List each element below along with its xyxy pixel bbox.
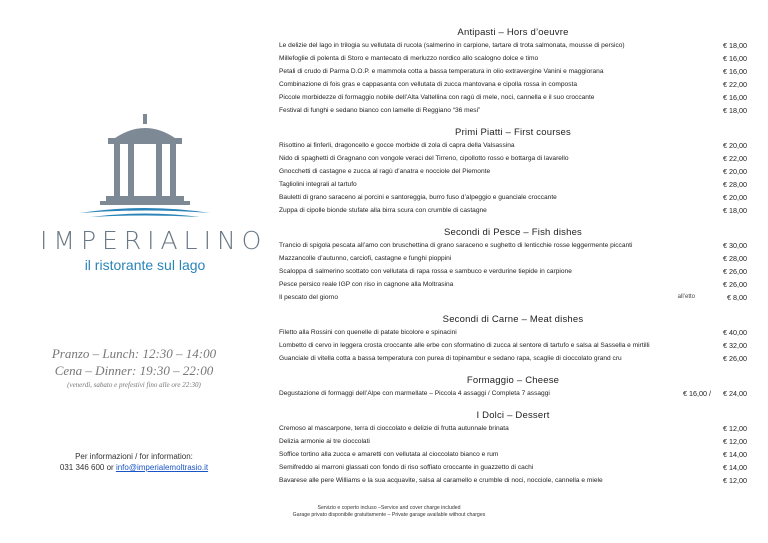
dish-description: Soffice tortino alla zucca e amaretti con vellutata al cioccolato bianco e rum [279,451,499,458]
dish-description: Millefoglie di polenta di Storo e mantecato di merluzzo nordico allo scalogno dolce e timo [279,55,539,62]
menu-item [279,265,747,278]
dish-price: € 18,00 [723,106,747,115]
dish-price: € 32,00 [723,341,747,350]
menu-list [279,27,747,497]
dish-price: € 28,00 [723,180,747,189]
phone-line [0,462,268,473]
left-panel [0,0,268,543]
dinner-hours: Cena – Dinner: 19:30 – 22:00 [54,363,214,378]
section-title: Formaggio – Cheese [466,375,560,386]
menu-item [279,78,747,91]
dish-description: Trancio di spigola pescata all’amo con bruschettina di grano saraceno e sughetto di lenticchie rosse leggermente piccanti [279,242,633,249]
section-title: I Dolci – Dessert [476,410,550,421]
dish-price: € 16,00 [723,54,747,63]
dish-description: Bavarese alle pere Williams e la sua acquavite, salsa al caramello e crumble di noci, nocciole, cannella e miele [279,477,603,484]
dish-price: € 22,00 [723,80,747,89]
menu-item [279,422,747,435]
menu-item [279,178,747,191]
menu-item [279,291,747,304]
dish-price: € 16,00 [723,67,747,76]
dish-price: € 18,00 [723,206,747,215]
dish-description: Combinazione di fois gras e cappasanta con vellutata di zucca mantovana e cipolla rossa in composta [279,81,577,88]
menu-item [279,204,747,217]
garage-note: Garage privato disponibile gratuitamente – Private garage available without charges [292,512,486,518]
dish-description: Zuppa di cipolle bionde stufate alla birra scura con crumble di castagne [279,207,487,214]
dish-description: Delizia armonie ai tre cioccolati [279,438,370,445]
dish-price: € 12,00 [723,424,747,433]
menu-item [279,104,747,117]
dish-description: Cremoso al mascarpone, terra di cioccolato e delizie di frutta autunnale brinata [279,425,509,432]
dish-alt-price: € 16,00 / [683,389,711,398]
dish-description: Degustazione di formaggi dell’Alpe con marmellate – Piccola 4 assaggi / Completa 7 assaggi [279,390,550,397]
dish-description: Semifreddo ai marroni glassati con fondo di riso soffiato croccante in guazzetto di cachi [279,464,534,471]
dish-price: € 14,00 [723,450,747,459]
dish-price: € 20,00 [723,141,747,150]
dish-description: Tagliolini integrali al tartufo [279,181,357,188]
dish-price: € 14,00 [723,463,747,472]
menu-section [279,27,747,117]
logo [40,110,268,273]
email-link[interactable]: info@imperialemoltrasio.it [115,463,209,472]
menu-item [279,191,747,204]
dish-description: Nido di spaghetti di Gragnano con vongole veraci del Tirreno, cipollotto rosso e bottarga di lavarello [279,155,569,162]
dish-description: Risottino ai finferli, dragoncello e gocce morbide di zola di capra della Valsassina [279,142,515,149]
dish-price: € 26,00 [723,354,747,363]
menu-item [279,52,747,65]
temple-logo-icon [70,110,220,220]
menu-item [279,339,747,352]
menu-item [279,387,747,400]
contact-info [0,451,268,473]
menu-item [279,461,747,474]
hours-note: (venerdì, sabato e prefestivi fino alle ore 22:30) [67,381,201,389]
dish-price: € 12,00 [723,476,747,485]
dish-description: Mazzancolle d’autunno, carciofi, castagne e funghi pioppini [279,255,452,262]
menu-item [279,278,747,291]
dish-price: € 28,00 [723,254,747,263]
dish-description: Guanciale di vitella cotta a bassa temperatura con purea di topinambur e sedano rapa, scaglie di cioccolato grand cru [279,355,622,362]
dish-description: Pesce persico reale IGP con riso in cagnone alla Moltrasina [279,281,454,288]
dish-price: € 24,00 [723,389,747,398]
dish-description: Piccole morbidezze di formaggio nobile dell’Alta Valtellina con ragù di mele, noci, cannella e il suo croccante [279,94,595,101]
dish-description: Bauletti di grano saraceno ai porcini e santoreggia, burro fuso d’alpeggio e guanciale croccante [279,194,557,201]
footer [279,505,499,519]
menu-item [279,139,747,152]
price-unit-note: all’etto [677,294,695,300]
menu-item [279,65,747,78]
menu-section [279,227,747,304]
dish-price: € 26,00 [723,280,747,289]
dish-price: € 30,00 [723,241,747,250]
dish-description: Gnocchetti di castagne e zucca al ragù d’anatra e nocciole del Piemonte [279,168,491,175]
menu-section [279,314,747,365]
menu-item [279,448,747,461]
phone-number: 031 346 600 or [59,463,114,472]
dish-description: Petali di crudo di Parma D.O.P. e mammola cotta a bassa temperatura in olio extravergine Vanini e maggiorana [279,68,604,75]
info-label: Per informazioni / for information: [75,452,193,461]
menu-section [279,410,747,487]
dish-price: € 8,00 [727,293,747,302]
lunch-hours: Pranzo – Lunch: 12:30 – 14:00 [51,346,217,361]
menu-item [279,326,747,339]
brand-tagline: il ristorante sul lago [84,257,206,273]
section-title: Secondi di Pesce – Fish dishes [443,227,583,238]
brand-name: IMPERIALINO [40,226,268,255]
dish-description: Lombetto di cervo in leggera crosta croccante alle erbe con sformatino di zucca al sentore di tartufo e salsa al Sassella e mirtilli [279,342,650,349]
menu-item [279,239,747,252]
section-title: Secondi di Carne – Meat dishes [442,314,584,325]
service-note: Servizio e coperto incluso –Service and cover charge included [317,505,461,511]
section-title: Antipasti – Hors d’oeuvre [457,27,569,38]
menu-section [279,375,747,400]
dish-price: € 22,00 [723,154,747,163]
menu-section [279,127,747,217]
dish-description: Filetto alla Rossini con quenelle di patate bicolore e spinacini [279,329,457,336]
menu-item [279,152,747,165]
dish-description: Festival di funghi e sedano bianco con lamelle di Reggiano “36 mesi” [279,107,481,114]
section-title: Primi Piatti – First courses [455,127,571,138]
dish-price: € 20,00 [723,167,747,176]
dish-price: € 26,00 [723,267,747,276]
menu-item [279,352,747,365]
menu-item [279,39,747,52]
dish-description: Le delizie del lago in trilogia su vellutata di rucola (salmerino in carpione, tartare di trota salmonata, mousse di persico) [279,42,625,49]
dish-price: € 40,00 [723,328,747,337]
dish-price: € 16,00 [723,93,747,102]
menu-item [279,165,747,178]
dish-description: Il pescato del giorno [279,294,339,301]
dish-price: € 12,00 [723,437,747,446]
dish-price: € 20,00 [723,193,747,202]
dish-price: € 18,00 [723,41,747,50]
menu-item [279,435,747,448]
menu-item [279,252,747,265]
dish-description: Scaloppa di salmerino scottato con vellutata di rapa rossa e sambuco e verdurine tiepide in carpione [279,268,572,275]
menu-item [279,91,747,104]
menu-item [279,474,747,487]
